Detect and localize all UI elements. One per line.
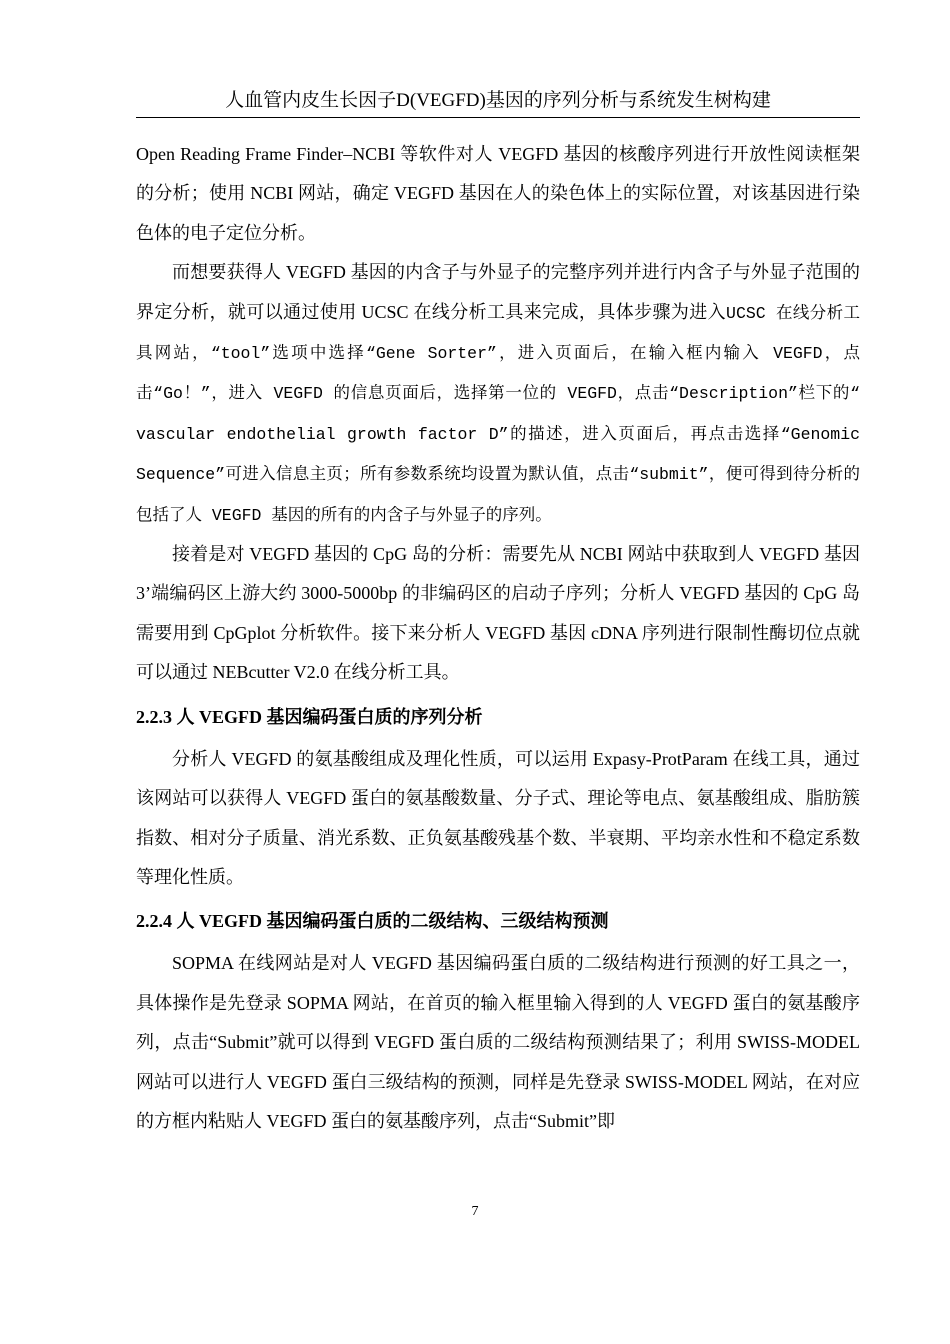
paragraph-ucsc-steps-part2: UCSC 在线分析工具网站，“tool”选项中选择“Gene Sorter”，进入页面后，在输入框内输入 VEGFD，点击“Go！”，进入 VEGFD 的信息页面后，选择第一位的 VEGFD，点击“Description”栏下的“ vascular endothelial growth factor D”的描述，进入页面后，再点击选择“Genomic Sequence”可进入信息主页；所有参数系统均设置为默认值，点击“submit”，便可得到待分析的包括了人 VEGFD 基因的所有的内含子与外显子的序列。 bbox=[136, 303, 860, 525]
section-heading-2-2-3: 2.2.3 人 VEGFD 基因编码蛋白质的序列分析 bbox=[136, 706, 483, 727]
section-heading-2-2-4: 2.2.4 人 VEGFD 基因编码蛋白质的二级结构、三级结构预测 bbox=[136, 911, 609, 932]
paragraph-ucsc-steps bbox=[136, 253, 860, 535]
paragraph-ucsc-steps-part1: 而想要获得人 VEGFD 基因的内含子与外显子的完整序列并进行内含子与外显子范围的界定分析，就可以通过使用 UCSC 在线分析工具来完成，具体步骤为进入 bbox=[136, 262, 860, 322]
running-header-title: 人血管内皮生长因子D(VEGFD)基因的序列分析与系统发生树构建 bbox=[225, 90, 771, 111]
paragraph-orf-analysis: Open Reading Frame Finder–NCBI 等软件对人 VEGFD 基因的核酸序列进行开放性阅读框架的分析；使用 NCBI 网站，确定 VEGFD 基因在人的染色体上的实际位置，对该基因进行染色体的电子定位分析。 bbox=[136, 144, 860, 243]
page-number: 7 bbox=[471, 1204, 479, 1219]
paragraph-structure-prediction: SOPMA 在线网站是对人 VEGFD 基因编码蛋白质的二级结构进行预测的好工具之一，具体操作是先登录 SOPMA 网站，在首页的输入框里输入得到的人 VEGFD 蛋白的氨基酸序列，点击“Submit”就可以得到 VEGFD 蛋白质的二级结构预测结果了；利用 SWISS-MODEL 网站可以进行人 VEGFD 蛋白三级结构的预测，同样是先登录 SWISS-MODEL 网站，在对应的方框内粘贴人 VEGFD 蛋白的氨基酸序列，点击“Submit”即 bbox=[136, 953, 860, 1131]
paragraph-protparam: 分析人 VEGFD 的氨基酸组成及理化性质，可以运用 Expasy-ProtParam 在线工具，通过该网站可以获得人 VEGFD 蛋白的氨基酸数量、分子式、理论等电点、氨基酸组成、脂肪簇指数、相对分子质量、消光系数、正负氨基酸残基个数、半衰期、平均亲水性和不稳定系数等理化性质。 bbox=[136, 748, 860, 887]
header-rule bbox=[136, 117, 860, 118]
paragraph-cpg-analysis: 接着是对 VEGFD 基因的 CpG 岛的分析：需要先从 NCBI 网站中获取到人 VEGFD 基因 3’端编码区上游大约 3000-5000bp 的非编码区的启动子序列；分析人 VEGFD 基因的 CpG 岛需要用到 CpGplot 分析软件。接下来分析人 VEGFD 基因 cDNA 序列进行限制性酶切位点就可以通过 NEBcutter V2.0 在线分析工具。 bbox=[136, 544, 860, 683]
page-body bbox=[136, 135, 860, 1141]
